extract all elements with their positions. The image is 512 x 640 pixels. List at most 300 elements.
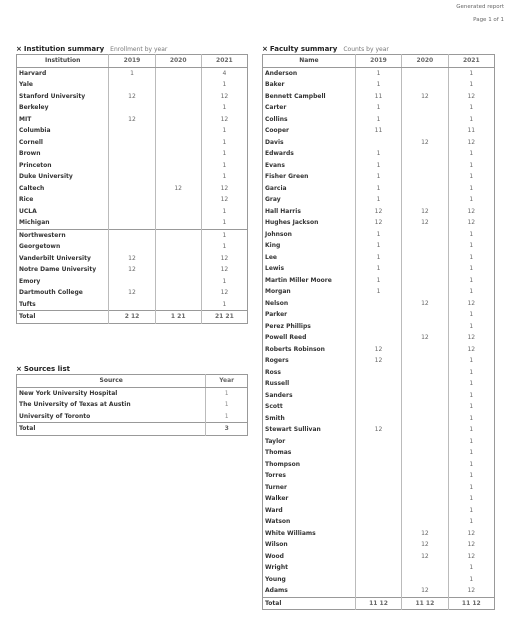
cell-value: 12 [402,298,448,310]
table-row[interactable] [263,562,495,574]
column-header[interactable]: 2021 [448,55,494,68]
row-label: Rice [19,196,34,203]
total-cell: 11 12 [355,597,401,610]
cell-value [155,253,201,265]
cell-value [155,194,201,206]
table-row[interactable] [263,332,495,344]
row-label: Garcia [265,184,287,192]
row-label: Collins [265,115,288,123]
total-cell: Total [263,597,356,610]
table-row[interactable] [263,79,495,91]
cell-value: 12 [109,114,155,126]
cell-value: 1 [206,399,248,411]
cell-value: 12 [448,298,494,310]
column-header[interactable]: Source [17,375,206,388]
row-label: Princeton [19,161,52,169]
cell-value: 12 [355,206,401,218]
cell-value [402,505,448,517]
cell-value: 12 [448,585,494,597]
row-label: Martin Miller Moore [265,276,332,284]
table-row[interactable] [263,447,495,459]
cell-value [355,528,401,540]
cell-value [355,551,401,563]
cell-value: 12 [201,287,247,299]
row-label: Davis [265,138,284,146]
row-label: Edwards [265,150,294,157]
cell-value [109,183,155,195]
cell-value: 12 [402,585,448,597]
row-label: Michigan [19,219,50,226]
cell-value [355,447,401,459]
table-row[interactable] [17,67,248,79]
header-title: Generated report [456,4,504,10]
row-label: Powell Reed [265,334,307,341]
cell-value: 1 [355,240,401,252]
table-row[interactable] [263,378,495,390]
row-label: Walker [265,495,289,502]
row-label: Tufts [19,300,36,308]
cell-value: 1 [355,148,401,160]
column-header[interactable]: 2019 [355,55,401,68]
table-row[interactable] [17,206,248,218]
cell-value: 12 [448,137,494,149]
cell-value [355,298,401,310]
cell-value [109,206,155,218]
cell-value [155,148,201,160]
table-row[interactable] [17,276,248,288]
cell-value [355,585,401,597]
row-label: White Williams [265,529,316,537]
cell-value [355,493,401,505]
table-row[interactable] [263,114,495,126]
table-row[interactable] [263,321,495,333]
cell-value: 1 [448,574,494,586]
cell-value [155,299,201,311]
cell-value: 1 [448,79,494,91]
cell-value: 1 [448,286,494,298]
table-row[interactable] [263,528,495,540]
table-row[interactable] [263,286,495,298]
table-row[interactable] [263,585,495,597]
table-row[interactable] [263,470,495,482]
row-label: Smith [265,414,285,422]
table-row[interactable] [17,217,248,229]
cell-value [402,390,448,402]
row-label: Ward [265,506,283,514]
row-label: Emory [19,277,41,285]
cell-value: 1 [448,505,494,517]
table-row[interactable] [263,459,495,471]
total-cell: 2 12 [109,311,155,324]
cell-value [109,171,155,183]
cell-value [355,459,401,471]
cell-value [402,470,448,482]
table-row[interactable] [17,287,248,299]
table-row[interactable] [263,401,495,413]
cell-value: 1 [448,252,494,264]
cell-value: 11 [448,125,494,137]
table-row[interactable] [263,390,495,402]
cell-value: 1 [206,387,248,399]
cell-value [109,229,155,241]
table-row[interactable] [263,436,495,448]
cell-value: 1 [201,276,247,288]
cell-value: 1 [448,183,494,195]
cell-value [155,102,201,114]
cell-value: 1 [355,229,401,241]
cell-value [155,137,201,149]
row-label: Thompson [265,460,300,468]
cell-value: 1 [448,378,494,390]
cell-value [402,67,448,79]
cell-value [402,183,448,195]
cell-value [109,148,155,160]
table-header-row [17,55,248,68]
cell-value: 12 [201,91,247,103]
cell-value: 1 [201,217,247,229]
data-table [262,54,495,610]
cell-value: 12 [402,217,448,229]
row-label: Cooper [265,127,289,134]
cell-value: 12 [448,344,494,356]
close-icon[interactable]: × [16,45,22,53]
close-icon[interactable]: × [16,365,22,373]
cell-value [355,516,401,528]
cell-value: 1 [448,67,494,79]
table-row[interactable] [17,229,248,241]
cell-value [402,321,448,333]
cell-value [109,194,155,206]
cell-value [402,309,448,321]
cell-value [155,67,201,79]
table-row[interactable] [263,482,495,494]
cell-value [402,436,448,448]
cell-value [402,252,448,264]
row-label: Johnson [265,230,292,238]
cell-value: 1 [448,447,494,459]
row-label: Wood [265,552,284,560]
cell-value: 12 [355,424,401,436]
table-row[interactable] [263,183,495,195]
row-label: Caltech [19,184,45,192]
cell-value: 12 [448,91,494,103]
cell-value [155,91,201,103]
cell-value: 12 [448,217,494,229]
row-label: Fisher Green [265,173,309,180]
cell-value [355,332,401,344]
cell-value: 1 [448,263,494,275]
column-header[interactable]: 2021 [201,55,247,68]
cell-value [402,229,448,241]
cell-value [109,137,155,149]
cell-value: 1 [355,114,401,126]
data-table [16,54,248,324]
column-header[interactable]: 2020 [402,55,448,68]
table-row[interactable] [263,309,495,321]
column-header[interactable]: Name [263,55,356,68]
table-row[interactable] [17,264,248,276]
cell-value [155,276,201,288]
cell-value: 12 [355,344,401,356]
row-label: Roberts Robinson [265,345,325,353]
cell-value: 12 [448,551,494,563]
row-label: King [265,242,281,249]
cell-value [109,125,155,137]
row-label: Russell [265,380,290,387]
cell-value: 12 [109,287,155,299]
total-cell: 11 12 [402,597,448,610]
row-label: Baker [265,81,285,88]
cell-value: 12 [201,114,247,126]
cell-value [402,401,448,413]
row-label: Stewart Sullivan [265,426,321,433]
cell-value [155,206,201,218]
table-row[interactable] [17,114,248,126]
cell-value [402,160,448,172]
cell-value: 12 [201,194,247,206]
table-row[interactable] [263,551,495,563]
cell-value [402,493,448,505]
cell-value [355,470,401,482]
cell-value: 1 [448,436,494,448]
cell-value [155,114,201,126]
cell-value: 1 [448,493,494,505]
table-row[interactable] [263,516,495,528]
table-row[interactable] [263,160,495,172]
cell-value [155,125,201,137]
cell-value [355,413,401,425]
cell-value [355,562,401,574]
row-label: The University of Texas at Austin [19,401,131,408]
table-row[interactable] [263,91,495,103]
cell-value: 1 [355,171,401,183]
row-label: Georgetown [19,243,61,250]
table-row[interactable] [17,137,248,149]
cell-value: 1 [201,148,247,160]
row-label: Nelson [265,299,289,307]
row-label: Young [265,575,286,583]
cell-value: 1 [448,114,494,126]
table-row[interactable] [263,275,495,287]
row-label: Lee [265,253,277,261]
row-label: Hughes Jackson [265,219,319,226]
row-label: Yale [19,81,33,88]
header-page: Page 1 of 1 [473,17,504,23]
cell-value: 1 [355,286,401,298]
cell-value: 1 [201,125,247,137]
total-cell: 3 [206,423,248,436]
table-row[interactable] [17,387,248,399]
row-label: Perez Phillips [265,322,311,330]
cell-value: 12 [402,206,448,218]
table-row[interactable] [263,148,495,160]
cell-value: 1 [448,194,494,206]
table-row[interactable] [263,263,495,275]
row-label: Carter [265,104,287,111]
row-label: Rogers [265,357,289,364]
row-label: Torres [265,472,286,479]
cell-value: 12 [402,528,448,540]
table-row[interactable] [263,413,495,425]
cell-value: 12 [355,217,401,229]
cell-value: 12 [448,539,494,551]
panel-title [16,364,248,374]
row-label: MIT [19,115,32,123]
cell-value [355,137,401,149]
cell-value [402,263,448,275]
total-row [17,311,248,324]
table-row[interactable] [263,539,495,551]
table-row[interactable] [17,102,248,114]
cell-value: 1 [448,355,494,367]
column-header[interactable]: 2019 [109,55,155,68]
cell-value: 1 [206,411,248,423]
panel-subtitle: Counts by year [343,46,389,53]
cell-value [402,114,448,126]
cell-value [155,264,201,276]
row-label: Watson [265,518,291,525]
cell-value [402,413,448,425]
column-header[interactable]: 2020 [155,55,201,68]
panel-title [262,44,495,54]
table-row[interactable] [17,91,248,103]
panel-title [16,44,248,54]
cell-value [402,424,448,436]
table-row[interactable] [17,160,248,172]
table-row[interactable] [263,298,495,310]
cell-value [109,160,155,172]
table-row[interactable] [17,183,248,195]
table-row[interactable] [17,253,248,265]
cell-value [355,367,401,379]
column-header[interactable]: Institution [17,55,109,68]
cell-value [402,367,448,379]
panel-title-text: Sources list [23,365,70,373]
row-label: Sanders [265,391,293,399]
cell-value [402,286,448,298]
row-label: Vanderbilt University [19,254,91,262]
total-cell: Total [17,311,109,324]
cell-value: 1 [201,299,247,311]
cell-value [355,321,401,333]
table-row[interactable] [17,79,248,91]
cell-value [109,299,155,311]
cell-value: 12 [402,137,448,149]
cell-value [155,171,201,183]
cell-value [155,160,201,172]
table-header-row [263,55,495,68]
row-label: Brown [19,150,41,157]
cell-value: 1 [448,229,494,241]
cell-value: 1 [201,137,247,149]
row-label: Morgan [265,288,291,295]
cell-value [355,505,401,517]
cell-value: 1 [448,171,494,183]
table-row[interactable] [263,505,495,517]
table-row[interactable] [263,217,495,229]
table-row[interactable] [263,137,495,149]
row-label: Duke University [19,173,73,180]
row-label: Cornell [19,138,43,146]
cell-value: 1 [448,401,494,413]
cell-value: 1 [448,148,494,160]
row-label: UCLA [19,207,37,215]
table-row[interactable] [263,125,495,137]
row-label: Evans [265,161,285,169]
row-label: Thomas [265,449,292,456]
close-icon[interactable]: × [262,45,268,53]
table-row[interactable] [263,367,495,379]
cell-value: 1 [448,309,494,321]
table-row[interactable] [263,344,495,356]
table-row[interactable] [263,102,495,114]
table-row[interactable] [17,148,248,160]
cell-value: 1 [448,367,494,379]
cell-value: 1 [448,275,494,287]
panel-subtitle: Enrollment by year [110,46,168,53]
row-label: Harvard [19,69,47,77]
table-row[interactable] [17,171,248,183]
cell-value: 1 [448,470,494,482]
table-row[interactable] [263,240,495,252]
table-row[interactable] [263,171,495,183]
total-cell: Total [17,423,206,436]
cell-value: 1 [448,321,494,333]
total-row [17,423,248,436]
cell-value [402,125,448,137]
cell-value: 1 [448,390,494,402]
table-row[interactable] [263,229,495,241]
cell-value: 1 [448,160,494,172]
table-row[interactable] [263,355,495,367]
cell-value [402,447,448,459]
row-label: New York University Hospital [19,389,118,397]
table-row[interactable] [17,125,248,137]
table-row[interactable] [17,299,248,311]
cell-value [402,79,448,91]
row-label: Wright [265,564,288,571]
panel-title-text: Institution summary [23,45,105,53]
table-row[interactable] [17,411,248,423]
cell-value [355,482,401,494]
row-label: Hall Harris [265,207,301,215]
cell-value: 1 [355,275,401,287]
table-row[interactable] [263,206,495,218]
cell-value [355,378,401,390]
cell-value: 12 [402,91,448,103]
column-header[interactable]: Year [206,375,248,388]
cell-value [109,276,155,288]
table-row[interactable] [263,424,495,436]
cell-value: 11 [355,91,401,103]
cell-value: 12 [109,91,155,103]
table-row[interactable] [17,241,248,253]
table-row[interactable] [263,252,495,264]
cell-value [402,102,448,114]
cell-value: 1 [355,194,401,206]
cell-value: 1 [201,229,247,241]
cell-value: 1 [355,79,401,91]
cell-value: 1 [355,102,401,114]
table-row[interactable] [263,493,495,505]
table-row[interactable] [263,194,495,206]
table-row[interactable] [17,194,248,206]
table-row[interactable] [263,574,495,586]
table-row[interactable] [17,399,248,411]
cell-value [355,574,401,586]
cell-value: 12 [201,253,247,265]
table-row[interactable] [263,67,495,79]
